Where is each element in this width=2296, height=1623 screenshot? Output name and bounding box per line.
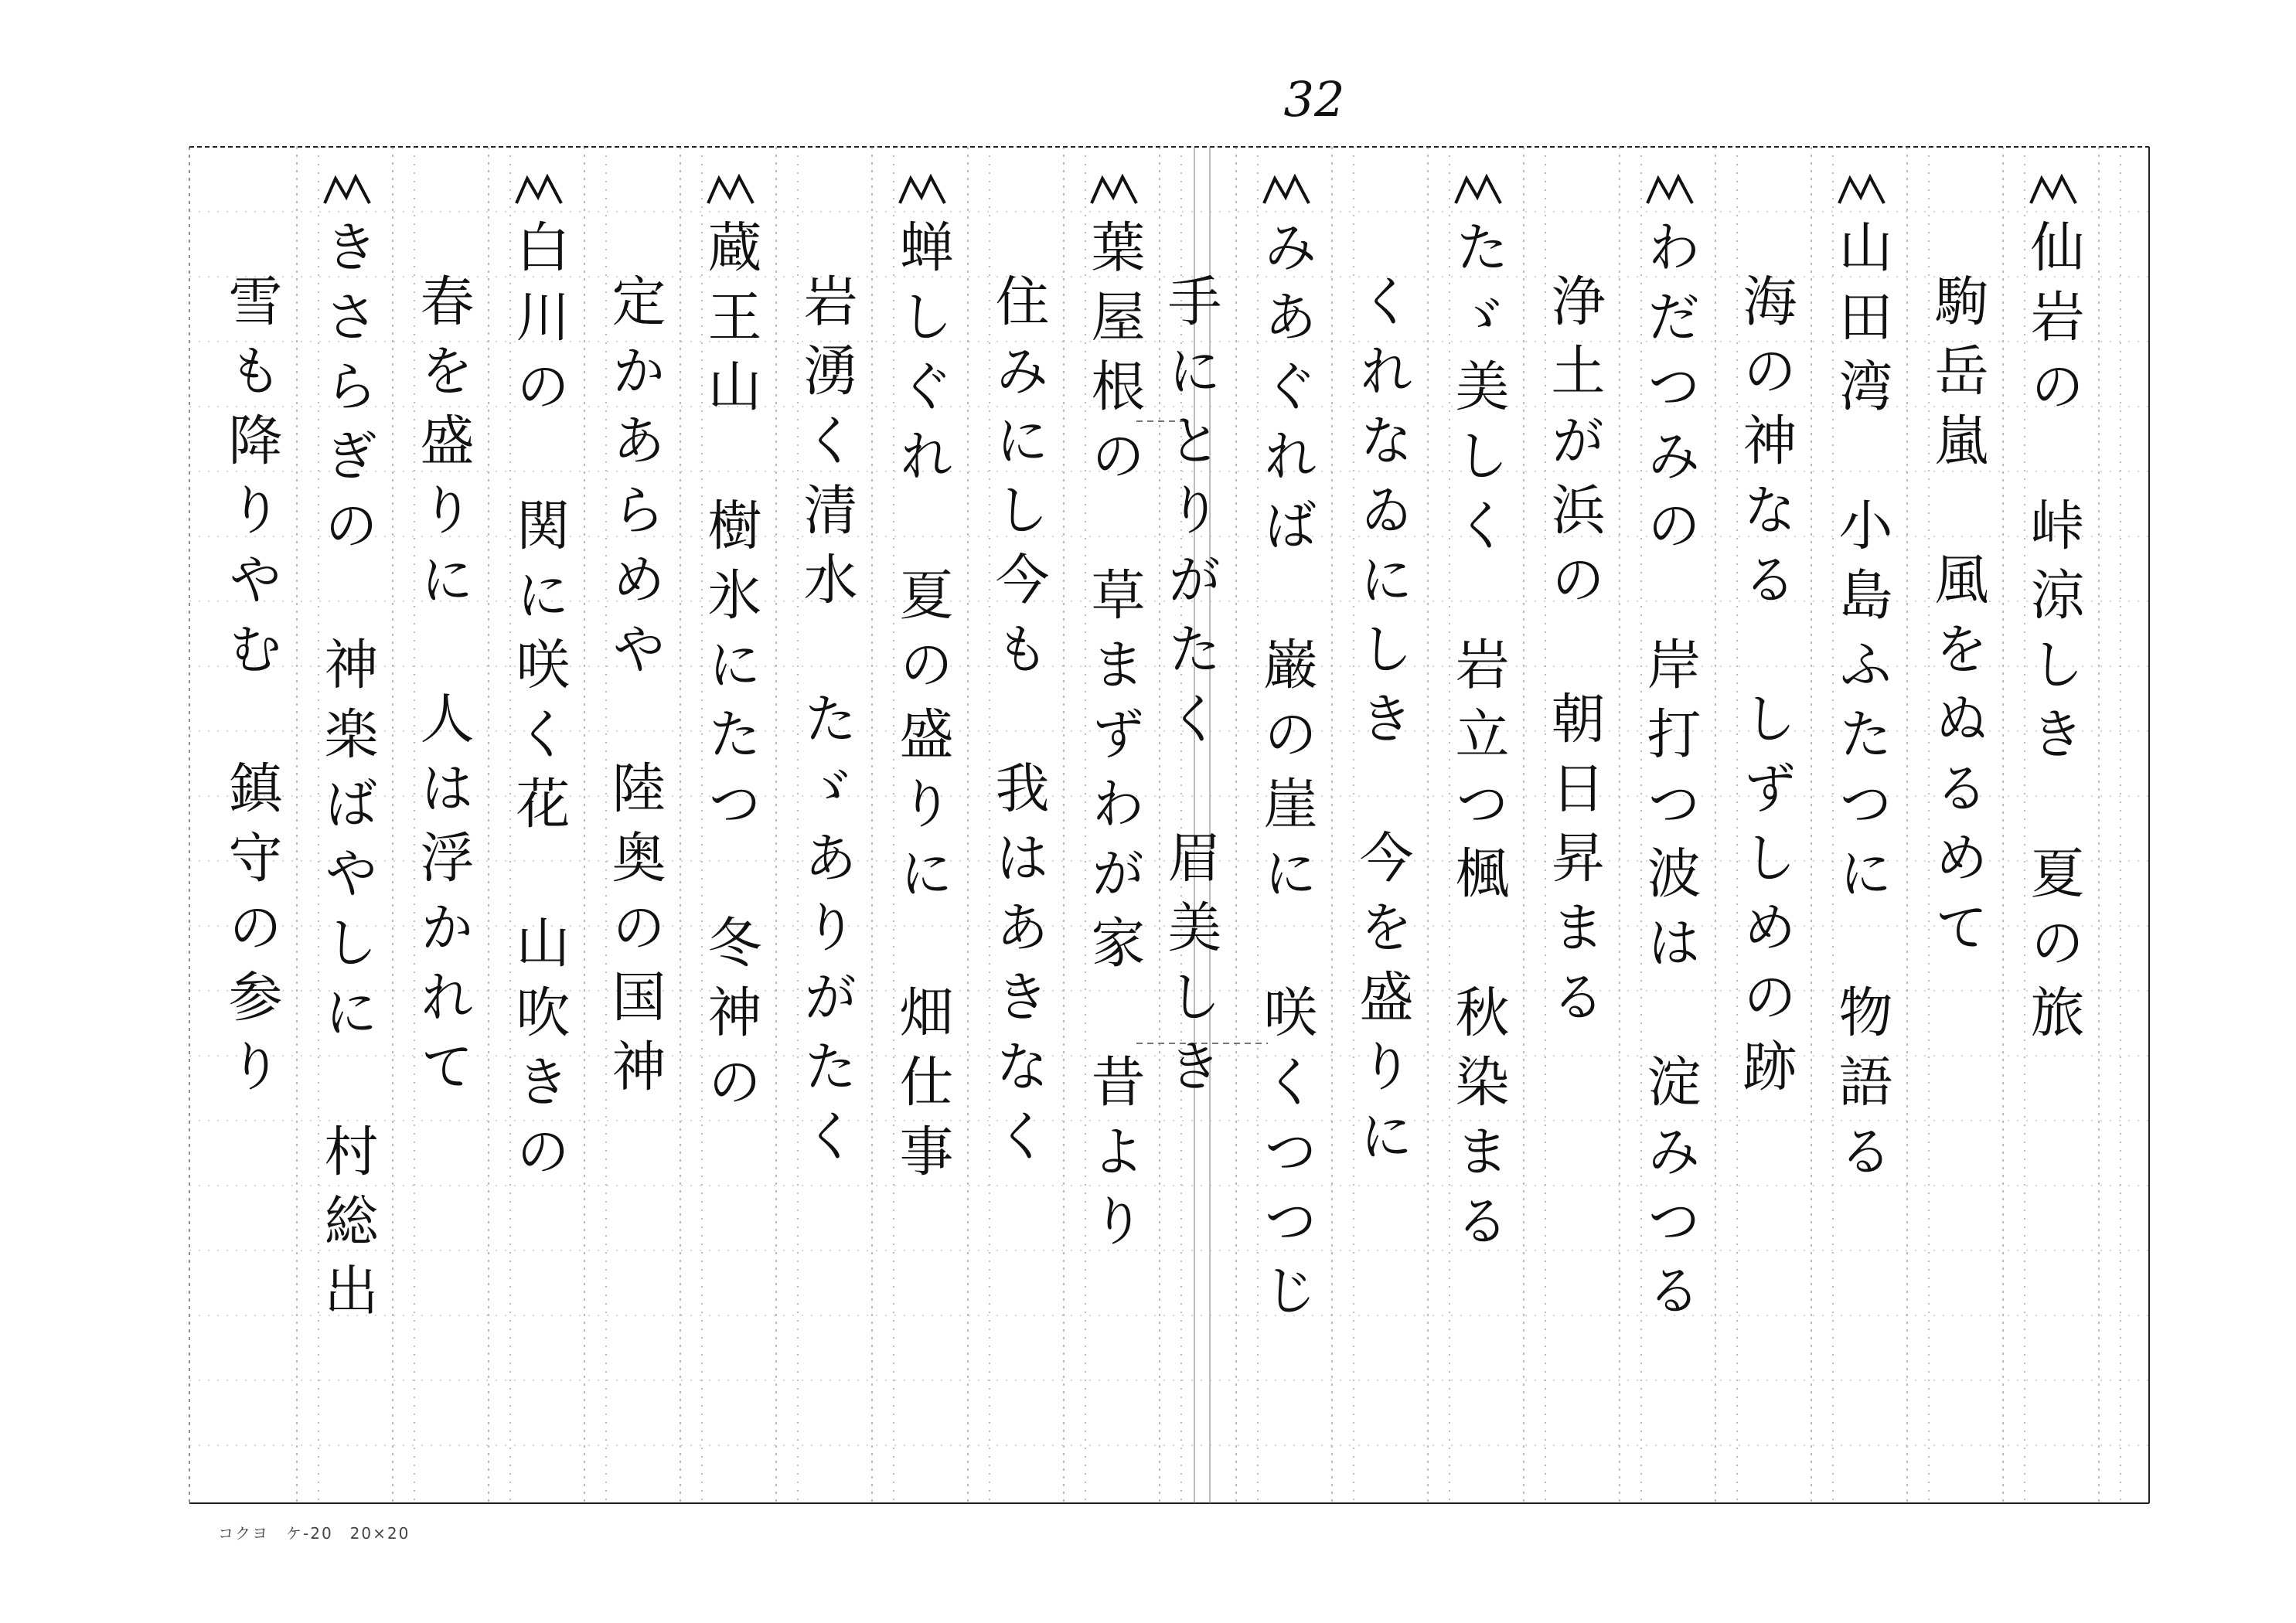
poem-line: 駒岳嵐 風をぬるめて: [1926, 273, 1989, 968]
poem-line: 仙岩の 峠涼しき 夏の旅: [2022, 219, 2085, 1053]
poem-start-mark-icon: [898, 174, 946, 205]
poem-line: 住みにし今も 我はあきなく: [986, 273, 1050, 1177]
poem-start-mark-icon: [1454, 174, 1502, 205]
poem-line: くれなゐにしき 今を盛りに: [1351, 273, 1414, 1177]
poem-column: [2008, 174, 2099, 1457]
poem-column: [1720, 174, 1811, 1457]
poem-start-mark-icon: [323, 174, 371, 205]
poem-line: 定かあらめや 陸奥の国神: [603, 273, 666, 1108]
poem-start-mark-icon: [1646, 174, 1694, 205]
poem-line: わだつみの 岸打つ波は 淀みつる: [1638, 219, 1702, 1332]
poem-start-mark-icon: [1838, 174, 1886, 205]
poem-line: きさらぎの 神楽ばやしに 村総出: [315, 219, 379, 1332]
poem-column: [301, 174, 393, 1457]
poem-column: [397, 174, 489, 1457]
poem-column: [1068, 174, 1160, 1457]
poem-line: みあぐれば 巌の崖に 咲くつつじ: [1255, 219, 1318, 1332]
poem-line: 春を盛りに 人は浮かれて: [411, 273, 475, 1108]
poem-column: [1816, 174, 1907, 1457]
poem-column: [589, 174, 680, 1457]
poem-column: [206, 174, 297, 1457]
poem-start-mark-icon: [1262, 174, 1310, 205]
poem-line: 海の神なる しずしめの跡: [1734, 273, 1797, 1108]
poem-column: [781, 174, 872, 1457]
poem-line: 白川の 関に咲く花 山吹きの: [507, 219, 571, 1193]
poem-start-mark-icon: [2029, 174, 2077, 205]
poem-column: [1241, 174, 1332, 1457]
poem-line: 岩湧く清水 たゞありがたく: [795, 273, 858, 1177]
page-number: 32: [1283, 71, 1345, 128]
poem-column: [1337, 174, 1428, 1457]
poem-line: 雪も降りやむ 鎮守の参り: [220, 273, 283, 1108]
poem-column: [685, 174, 776, 1457]
poem-column: [973, 174, 1064, 1457]
poem-start-mark-icon: [707, 174, 755, 205]
paper-brand-label: コクヨ ケ-20 20×20: [218, 1524, 410, 1543]
poem-line: 浄土が浜の 朝日昇まる: [1542, 273, 1606, 1038]
poem-line: たゞ美しく 岩立つ楓 秋染まる: [1446, 219, 1510, 1262]
poem-column: [1432, 174, 1524, 1457]
poem-column: [1912, 174, 2003, 1457]
poem-start-mark-icon: [1090, 174, 1138, 205]
poem-line: 山田湾 小島ふたつに 物語る: [1830, 219, 1893, 1193]
poem-column: [877, 174, 968, 1457]
poem-line: 手にとりがたく 眉美しき: [1159, 273, 1222, 1108]
poem-line: 蝉しぐれ 夏の盛りに 畑仕事: [891, 219, 954, 1193]
poem-line: 葉屋根の 草まずわが家 昔より: [1082, 219, 1146, 1262]
poem-line: 蔵王山 樹氷にたつ 冬神の: [699, 219, 762, 1123]
poem-column: [493, 174, 584, 1457]
poem-column: [1624, 174, 1715, 1457]
poem-start-mark-icon: [515, 174, 563, 205]
poem-column: [1528, 174, 1620, 1457]
